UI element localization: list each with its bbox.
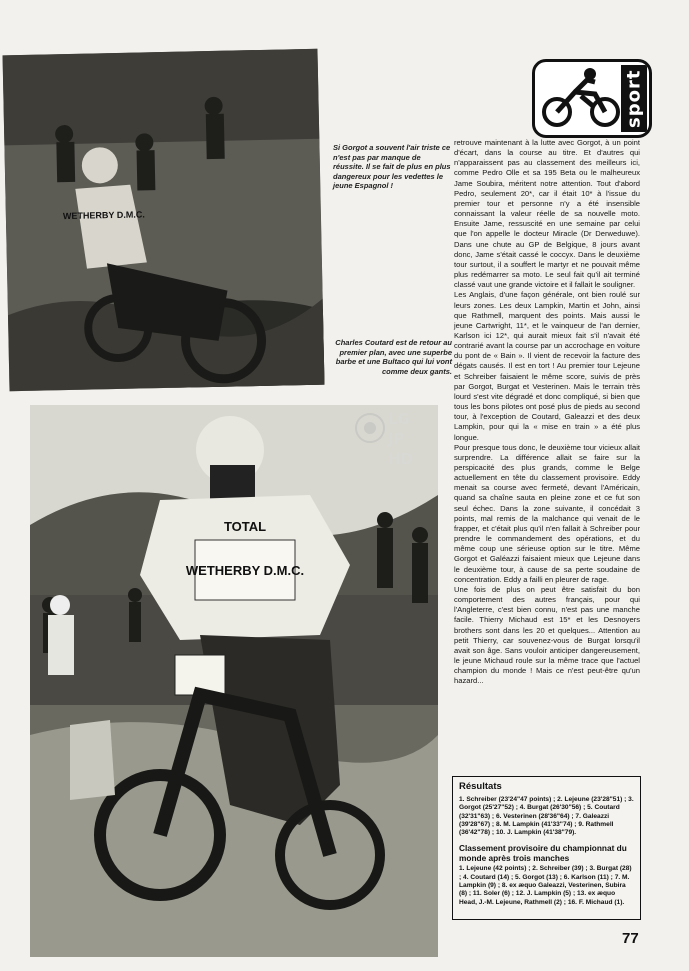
watermark (352, 408, 424, 490)
results-text: 1. Schreiber (23'24"47 points) ; 2. Lejeune (23'28"51) ; 3. Gorgot (25'27"52) ; 4. Burgat (26'30"56) ; 5. Coutard (32'31"63) ; 6. Vesterinen (28'36"64) ; 7. Galeazzi (39'28"67) ; 8. M. Lampkin (41'33"74) ; 9. Rathmell (36'42"78) ; 10. J. Lampkin (41'38"79). (459, 796, 634, 837)
photo-gorgot-trial (3, 49, 325, 392)
bottom-sponsor-text: TOTAL (223, 519, 267, 534)
article-paragraph: Pour presque tous donc, le deuxième tour vicieux allait surprendre. La différence allait se faire sur la perspicacité des plus grands, comme le Belge actuellement en tête du classement provisoire. Eddy menait sa course avec fermeté, devant l'Américain, quand sa chaîne sauta en pleine zone et ce fut son seul échec. Dans la zone suivante, il concédait 3 points, mal remis de la malchance qui venait de le frapper, et c'était plus qu'il n'en fallait à Schreiber pour prendre le commandement des opérations, et du même coup une sérieuse option sur le titre. Même Gorgot et Galéazzi faisaient mieux que Lejeune dans le deuxième tour, à cause de sa perte soudaine de concentration. Eddy a failli en pleurer de rage. (454, 442, 640, 584)
results-box (452, 776, 641, 920)
standings-heading: Classement provisoire du championnat du monde après trois manches (459, 843, 627, 864)
sport-logo (532, 59, 652, 138)
results-heading: Résultats (459, 781, 502, 792)
watermark-line1: LG (388, 410, 410, 428)
article-paragraph: Une fois de plus on peut être satisfait du bon comportement des autres français, pour qui l'Angleterre, c'est bien connu, n'est pas une manche facile. Thierry Michaud est 15* et les Desnoyers brothers sont dans les 20 et quelques... Attention au petit Thierry, car souvenez-vous de Burgat lorsqu'il avait son âge. Sans vouloir anticiper dangereusement, le jeune Michaud roule sur la même trace que l'actuel champion du monde ! Mais ce n'est peut-être qu'un hazard... (454, 584, 640, 686)
watermark-line3: HD (388, 450, 414, 468)
watermark-line2: JP (388, 430, 405, 448)
standings-text: 1. Lejeune (42 points) ; 2. Schreiber (39) ; 3. Burgat (28) ; 4. Coutard (14) ; 5. Gorgot (13) ; 6. Karlson (11) ; 7. M. Lampkin (9) ; 8. ex æquo Galeazzi, Vesterinen, Subira (8) ; 11. Soler (6) ; 12. J. Lampkin (5) ; 13. ex æquo Head, J.-M. Lejeune, Rathmell (2) ; 16. F. Michaud (1). (459, 865, 632, 906)
top-bib-text: WETHERBY D.M.C. (62, 209, 145, 222)
caption-coutard: Charles Coutard est de retour au premier plan, avec une superbe barbe et une Bultaco qui lui vont comme deux gants. (335, 338, 452, 376)
page-number: 77 (622, 930, 639, 947)
logo-word: sport (621, 65, 647, 132)
article-paragraph: Les Anglais, d'une façon générale, ont bien roulé sur leurs zones. Les deux Lampkin, Martin et John, ainsi que Rathmell, marquent des points. Mais aussi le jeune Cartwright, 11*, et le vainqueur de l'an dernier, Karlson ici 12*, qui aurait mieux fait s'il n'avait été contrarié avant la course par un accrochage en voiture du pont de « Bain ». Il vient de recevoir la facture des dégats causés. Il est en tort ! Au premier tour Lejeune et Schreiber faisaient le même score, suivis de près par Gorgot, Burgat et Vesterinen. Mais le terrain très lourd s'est vite dégradé et donc compliqué, si bien que tous les bons pilotes ont posé plus de pieds au second tour, à l'exception de Coutard, Galeazzi et des deux Lampkin, pour qui la « mise en train » a été plus longue. (454, 290, 640, 442)
caption-gorgot: Si Gorgot a souvent l'air triste ce n'est pas par manque de réussite. Il se fait de plus en plus dangereux pour les vedettes le jeune Espagnol ! (333, 143, 451, 190)
article-paragraph: retrouve maintenant à la lutte avec Gorgot, à un point d'écart, dans la course au titre. Et d'autres qui n'apparaissent pas au classement des meilleurs ici, comme Pedro Olle et sa 195 Beta ou le malheureux Jame Soubira, méritent notre attention. Tout d'abord Pedro, seulement 20*, car il était 10* à l'issue du premier tour et personne n'y a été insensible connaissant la valeur réelle de sa nouvelle moto. Ensuite Jame, ressuscité en une semaine par celui que l'on appelle le docteur Miracle (Dr Derweduwe). Dans une chute au GP de Belgique, 8 jours avant donc, Jame s'était cassé le coccyx. Dans le deuxième tour surtout, il a souffert le martyr et ne pouvait même plus redémarrer sa moto. Le seul fait qu'il ait terminé classé vaut une grande victoire et il fallait le souligner. (454, 138, 640, 290)
article-body (454, 138, 640, 686)
bottom-bib-text: WETHERBY D.M.C. (185, 563, 305, 578)
